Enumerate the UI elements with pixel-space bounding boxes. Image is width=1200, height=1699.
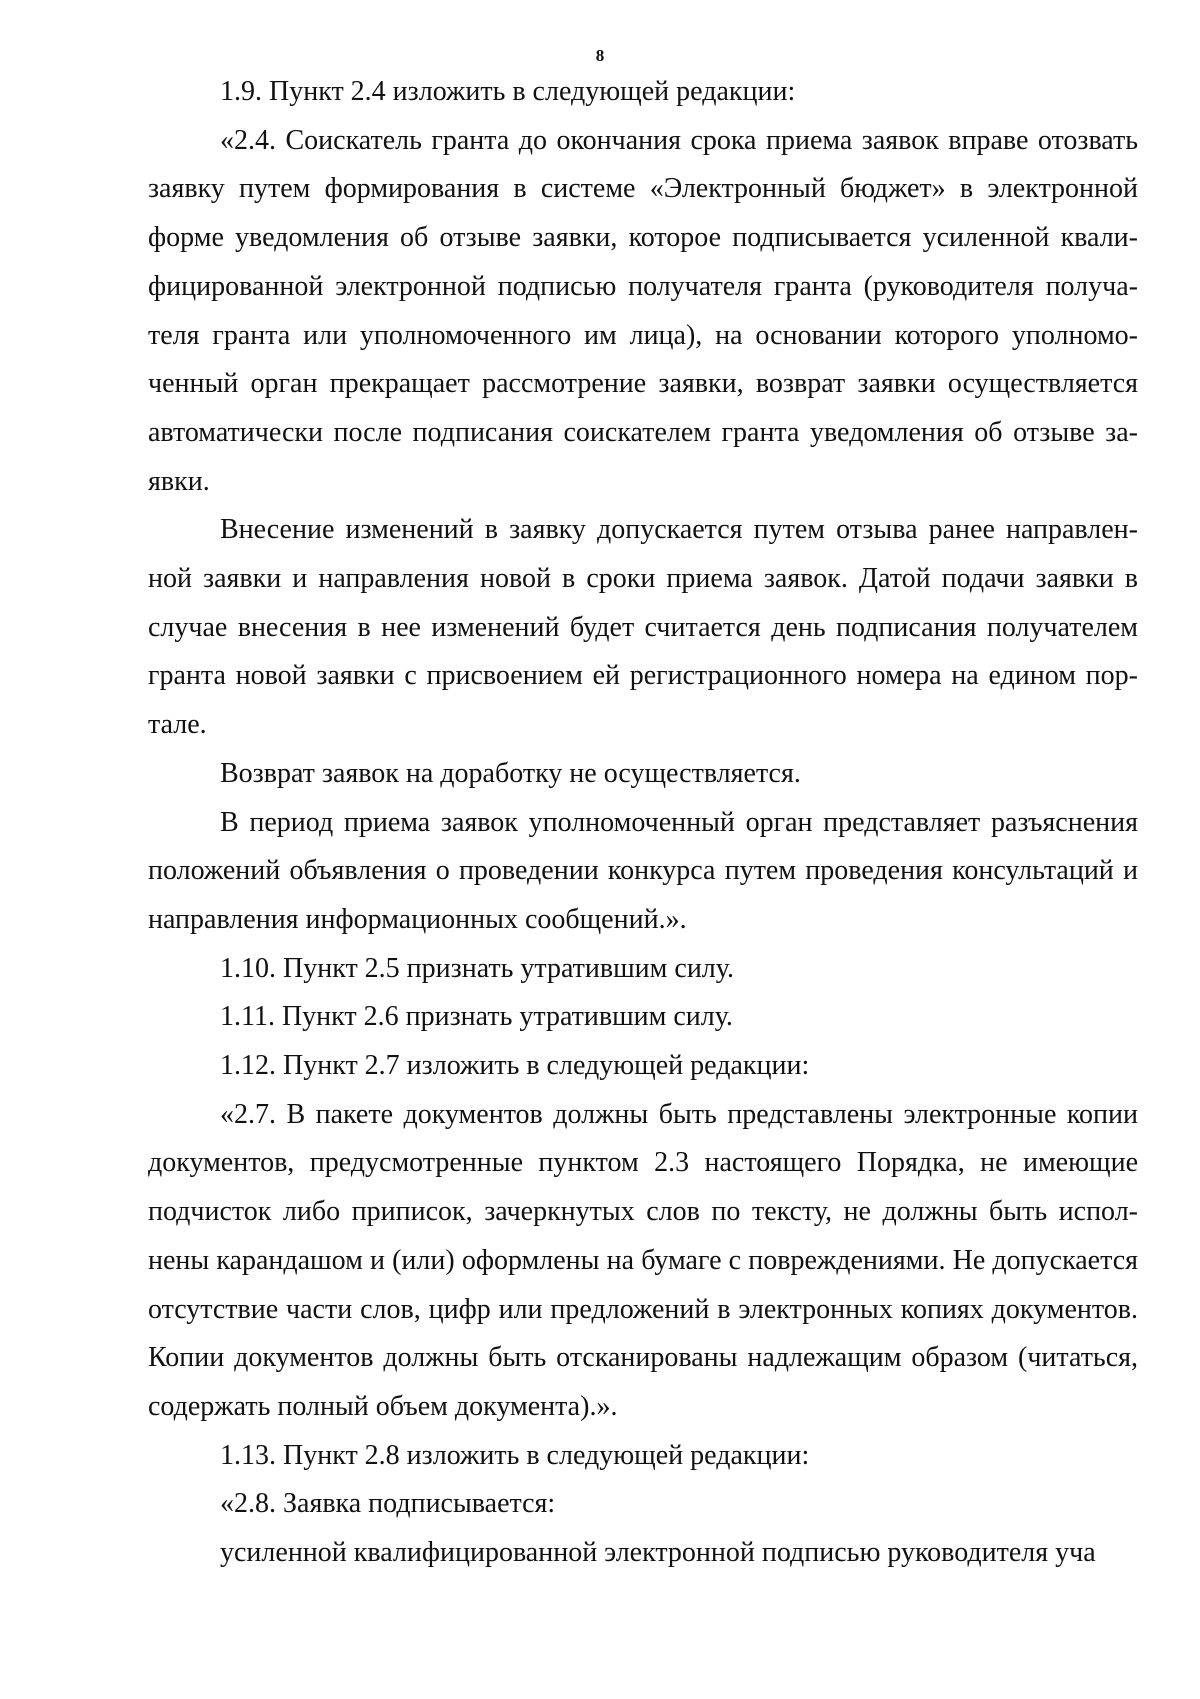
paragraph-1-10: 1.10. Пункт 2.5 признать утратившим силу.: [220, 952, 734, 984]
paragraph-2-8-text: «2.8. Заявка подписывается:: [220, 1488, 556, 1520]
document-body: [148, 68, 1138, 1578]
paragraph-clarifications: В период приема заявок уполномоченный орган представляет разъяснения положений объявления о проведении конкурса путем проведения консультаций и направления информационных сообщений.».: [148, 806, 1138, 935]
page-number: 8: [595, 46, 605, 65]
paragraph-1-11: 1.11. Пункт 2.6 признать утратившим силу.: [220, 1001, 733, 1033]
paragraph-1-13: 1.13. Пункт 2.8 изложить в следующей редакции:: [220, 1439, 810, 1471]
paragraph-amendments: Внесение изменений в заявку допускается путем отзыва ранее направленной заявки и направления новой в сроки приема заявок. Датой подачи заявки в случае внесения в нее изменений будет считается день подписания получателем гранта новой заявки с присвоением ей регистрационного номера на едином портале.: [148, 514, 1138, 741]
paragraph-no-return: Возврат заявок на доработку не осуществляется.: [220, 757, 801, 789]
paragraph-2-4-text: «2.4. Соискатель гранта до окончания срока приема заявок вправе отозвать заявку путем формирования в системе «Электронный бюджет» в электронной форме уведомления об отзыве заявки, которое подписывается усиленной квалифицированной электронной подписью получателя гранта (руководителя получателя гранта или уполномоченного им лица), на основании которого уполномоченный орган прекращает рассмотрение заявки, возврат заявки осуществляется автоматически после подписания соискателем гранта уведомления об отзыве заявки.: [148, 124, 1138, 497]
paragraph-2-7-text: «2.7. В пакете документов должны быть представлены электронные копии документов, предусмотренные пунктом 2.3 настоящего Порядка, не имеющие подчисток либо приписок, зачеркнутых слов по тексту, не должны быть исполнены карандашом и (или) оформлены на бумаге с повреждениями. Не допускается отсутствие части слов, цифр или предложений в электронных копиях документов. Копии документов должны быть отсканированы надлежащим образом (читаться, содержать полный объем документа).».: [148, 1098, 1138, 1422]
paragraph-1-9: 1.9. Пункт 2.4 изложить в следующей редакции:: [220, 76, 796, 107]
paragraph-1-12: 1.12. Пункт 2.7 изложить в следующей редакции:: [220, 1050, 810, 1082]
paragraph-signature: усиленной квалифицированной электронной подписью руководителя уча: [220, 1537, 1096, 1569]
